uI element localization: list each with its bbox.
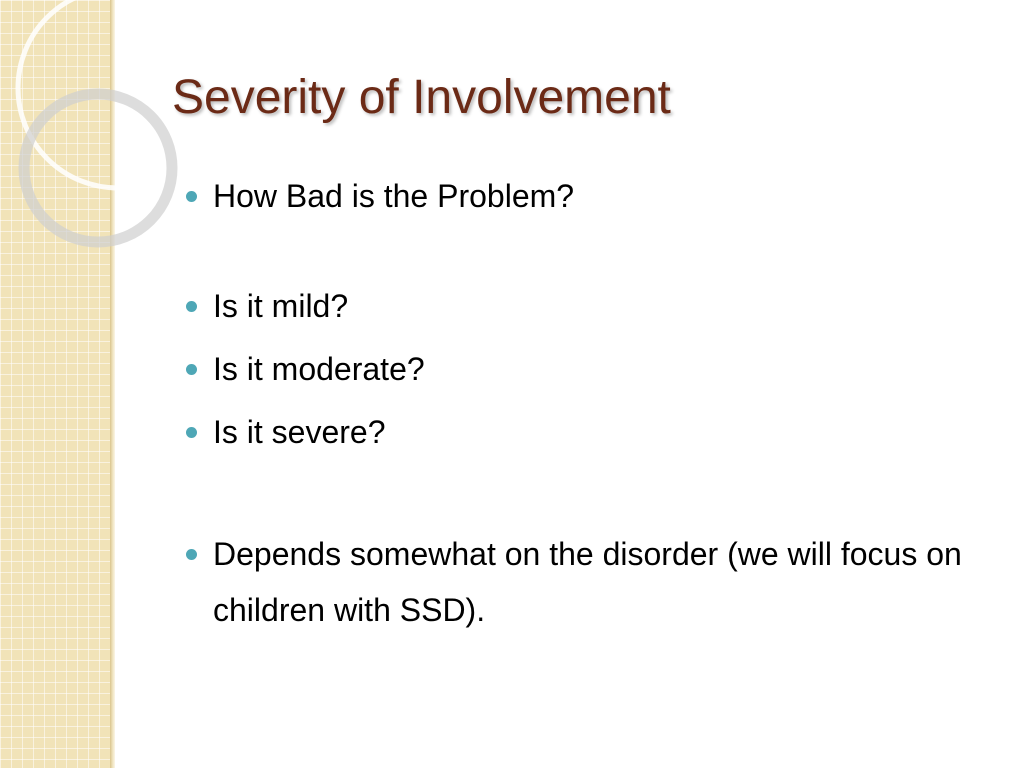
bullet-text: How Bad is the Problem? [213, 178, 575, 214]
bullet-text: Depends somewhat on the disorder (we will focus on children with SSD). [213, 536, 962, 628]
slide-title: Severity of Involvement [172, 71, 671, 124]
bullet-item [186, 168, 986, 224]
bullet-marker [186, 427, 197, 438]
bullet-list [186, 168, 986, 638]
decorative-rings [0, 0, 200, 260]
bullet-item [186, 341, 986, 397]
bullet-marker [186, 364, 197, 375]
bullet-marker [186, 191, 197, 202]
bullet-item [186, 278, 986, 334]
bullet-text: Is it mild? [213, 288, 349, 324]
bullet-item [186, 404, 986, 460]
bullet-text: Is it severe? [213, 414, 386, 450]
bullet-marker [186, 549, 197, 560]
decorative-ring-small [24, 94, 172, 242]
bullet-marker [186, 301, 197, 312]
bullet-item [186, 526, 986, 638]
bullet-text: Is it moderate? [213, 351, 425, 387]
